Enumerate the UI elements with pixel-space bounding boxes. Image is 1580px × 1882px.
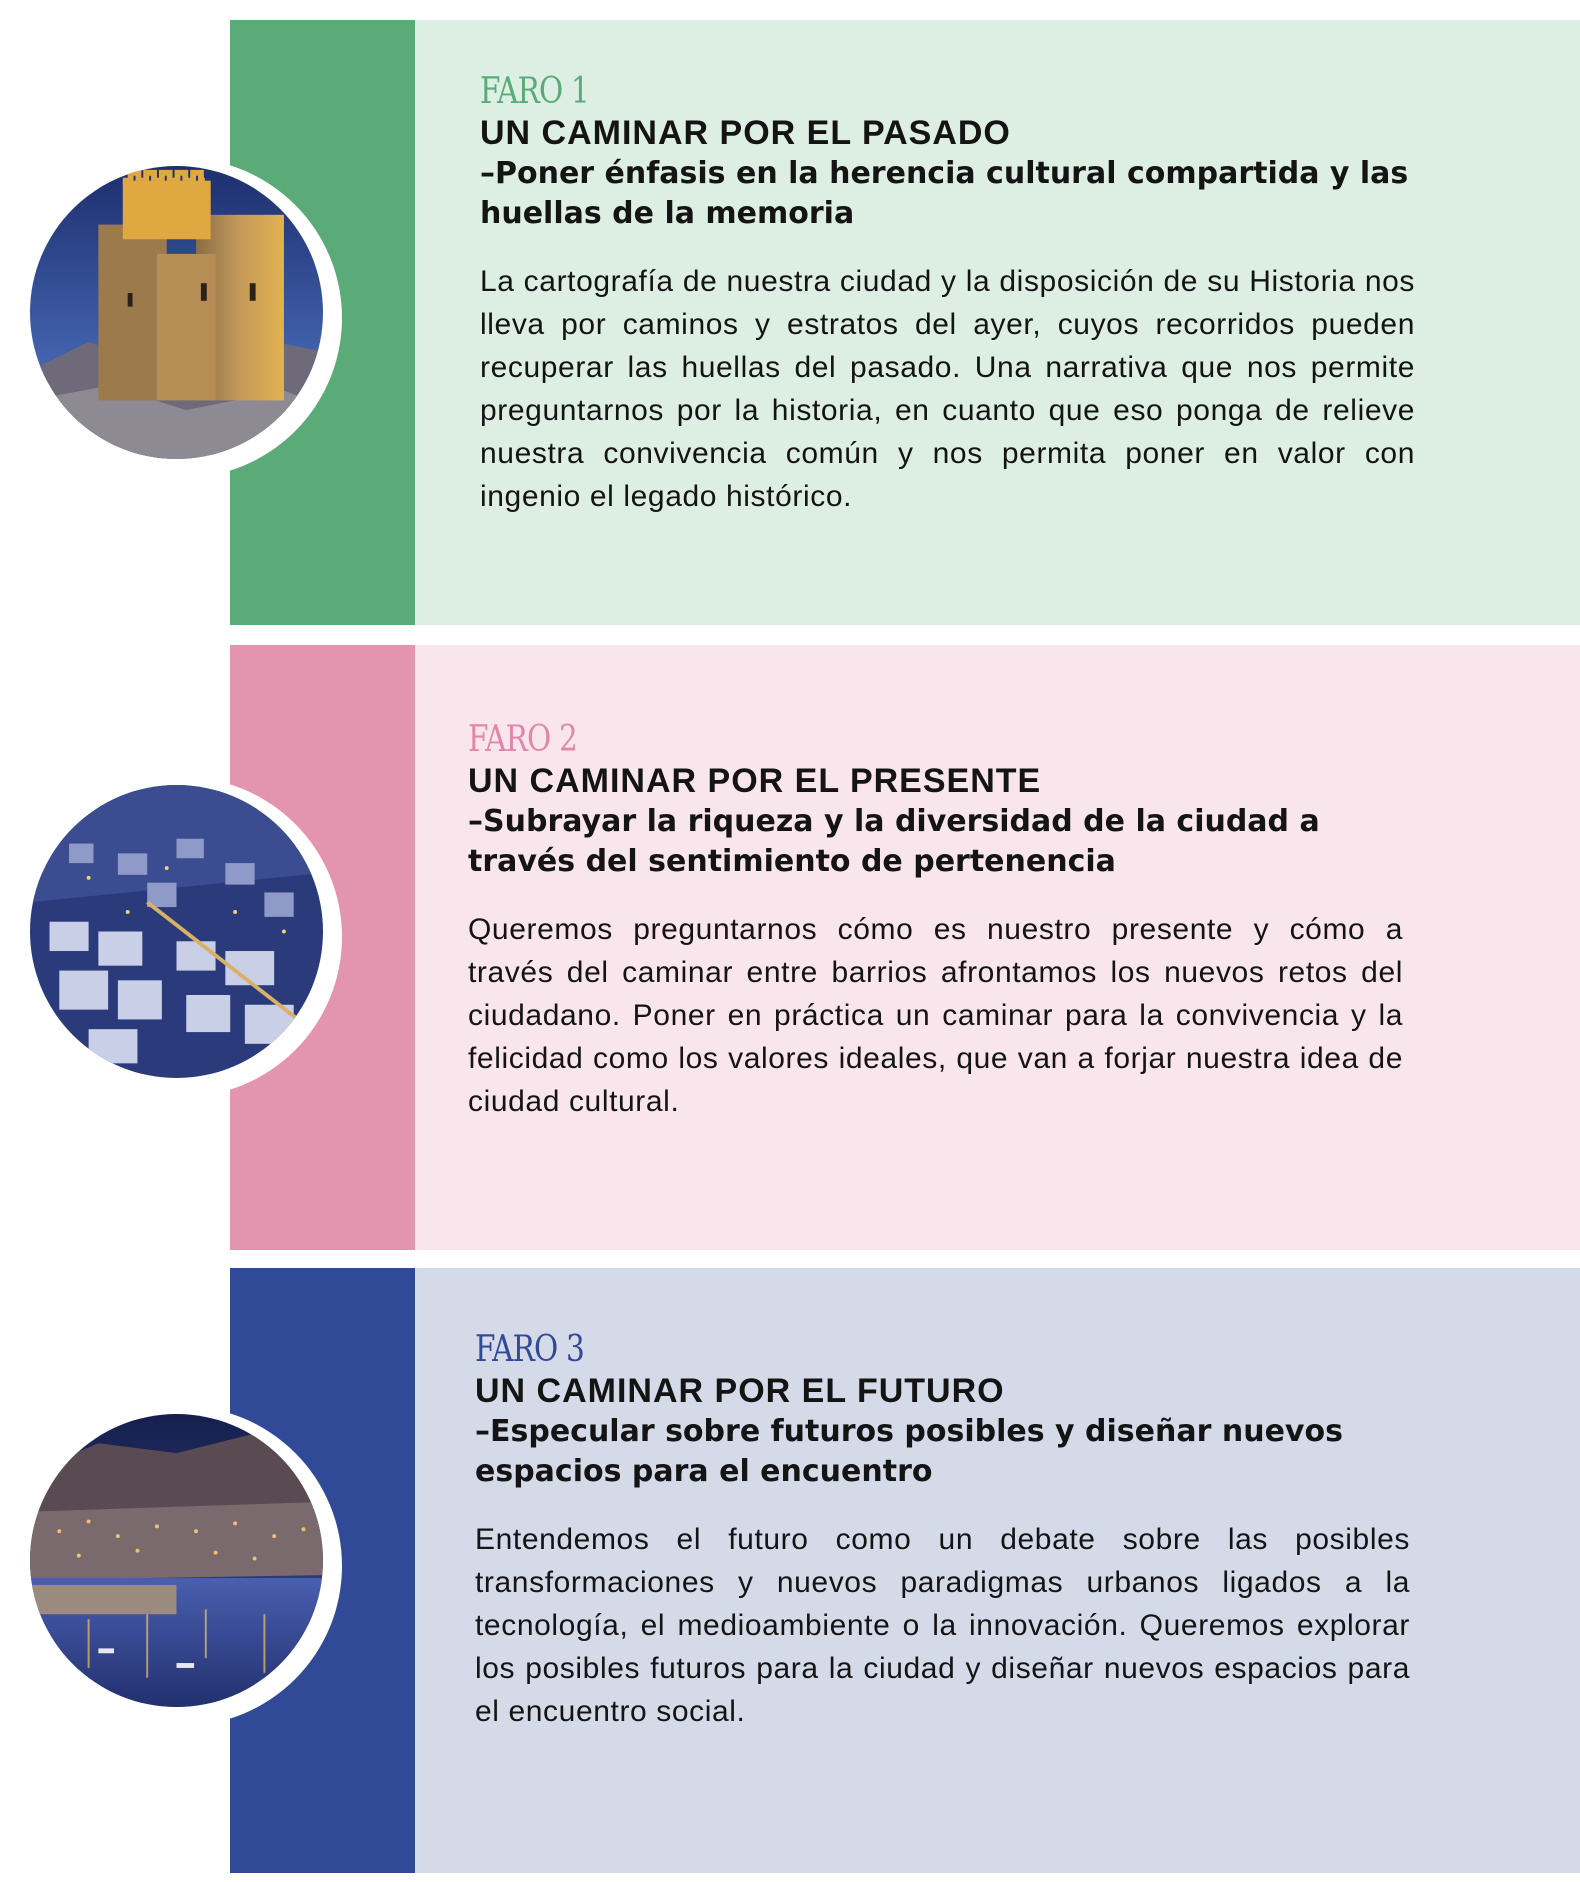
faro-3-text — [475, 1330, 1410, 1733]
faro-3-title: UN CAMINAR POR EL FUTURO — [475, 1372, 1005, 1410]
faro-3-panel — [230, 1268, 1580, 1873]
faro-1-subtitle: –Poner énfasis en la herencia cultural compartida y las huellas de la memoria — [480, 156, 1409, 231]
faro-1-paragraph: La cartografía de nuestra ciudad y la disposición de su Historia nos lleva por caminos y estratos del ayer, cuyos recorridos pueden recuperar las huellas del pasado. Una narrativa que nos permite preguntarnos por la historia, en cuanto que eso ponga de relieve nuestra convivencia común y nos permita poner en valor con ingenio el legado histórico. — [480, 265, 1415, 513]
faro-1-image-frame — [22, 158, 342, 478]
faro-2-label: FARO 2 — [468, 719, 577, 760]
harbor-photo — [30, 1414, 323, 1707]
faro-3-paragraph: Entendemos el futuro como un debate sobre las posibles transformaciones y nuevos paradigmas urbanos ligados a la tecnología, el medioambiente o la innovación. Queremos explorar los posibles futuros para la ciudad y diseñar nuevos espacios para el encuentro social. — [475, 1523, 1410, 1728]
faro-1-panel — [230, 20, 1580, 625]
faro-1-text — [480, 72, 1415, 518]
neighborhood-photo — [30, 785, 323, 1078]
castle-photo — [30, 166, 323, 459]
faro-2-image-frame — [22, 777, 342, 1097]
faro-3-label: FARO 3 — [475, 1329, 584, 1370]
faro-2-panel — [230, 645, 1580, 1250]
faro-2-text — [468, 720, 1403, 1123]
faro-1-title: UN CAMINAR POR EL PASADO — [480, 114, 1011, 152]
faro-2-title: UN CAMINAR POR EL PRESENTE — [468, 762, 1042, 800]
faro-2-paragraph: Queremos preguntarnos cómo es nuestro presente y cómo a través del caminar entre barrios afrontamos los nuevos retos del ciudadano. Poner en práctica un caminar para la convivencia y la felicidad como los valores ideales, que van a forjar nuestra idea de ciudad cultural. — [468, 913, 1403, 1118]
faro-2-subtitle: –Subrayar la riqueza y la diversidad de la ciudad a través del sentimiento de pertenencia — [468, 804, 1320, 879]
faro-3-image-frame — [22, 1406, 342, 1726]
faro-1-label: FARO 1 — [480, 71, 589, 112]
faro-3-subtitle: –Especular sobre futuros posibles y diseñar nuevos espacios para el encuentro — [475, 1414, 1343, 1489]
